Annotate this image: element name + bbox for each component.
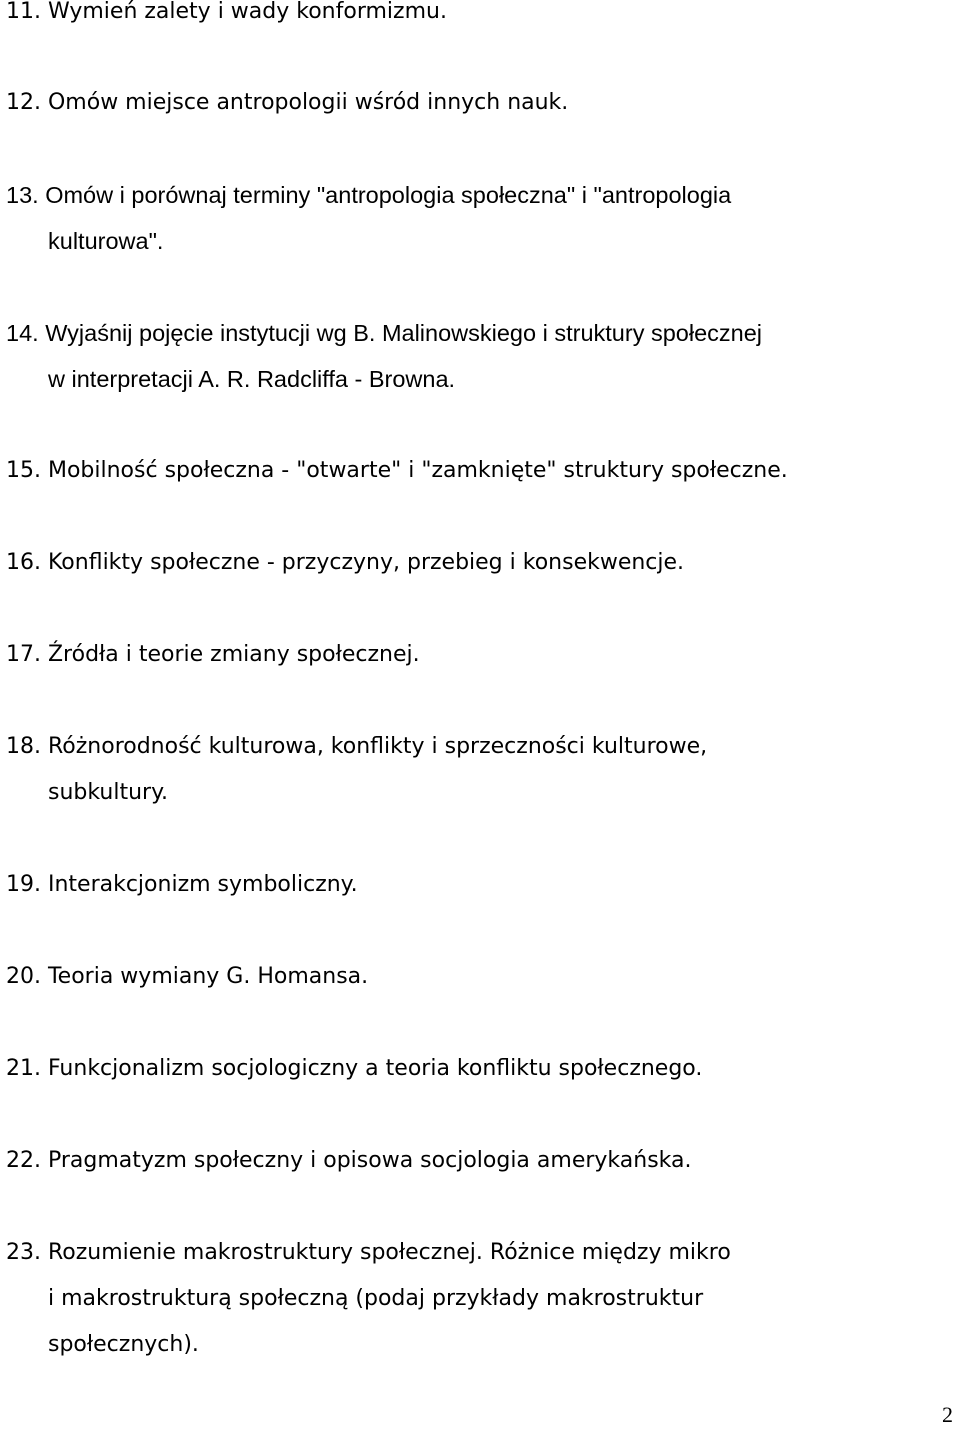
- list-item: [6, 80, 946, 126]
- item-line-continuation: kulturowa".: [48, 228, 164, 254]
- item-line: 13. Omów i porównaj terminy "antropologia społeczna" i "antropologia: [6, 182, 732, 208]
- list-item: [6, 448, 946, 494]
- item-line: 11. Wymień zalety i wady konformizmu.: [6, 0, 447, 24]
- item-line: 17. Źródła i teorie zmiany społecznej.: [6, 642, 420, 667]
- page-number: 2: [942, 1402, 953, 1427]
- list-item: [6, 310, 946, 402]
- list-item: [6, 862, 946, 908]
- list-item: [6, 1138, 946, 1184]
- item-line: 22. Pragmatyzm społeczny i opisowa socjologia amerykańska.: [6, 1148, 692, 1173]
- item-line: 12. Omów miejsce antropologii wśród innych nauk.: [6, 90, 569, 115]
- item-line: 19. Interakcjonizm symboliczny.: [6, 872, 358, 897]
- item-line-continuation: w interpretacji A. R. Radcliffa - Browna.: [48, 366, 456, 392]
- list-item: [6, 1230, 946, 1368]
- item-line: 15. Mobilność społeczna - "otwarte" i "zamknięte" struktury społeczne.: [6, 458, 788, 483]
- list-item: [6, 724, 946, 816]
- item-line-continuation: społecznych).: [48, 1332, 199, 1357]
- item-line: 21. Funkcjonalizm socjologiczny a teoria konfliktu społecznego.: [6, 1056, 703, 1081]
- list-item: [6, 1046, 946, 1092]
- item-line-continuation: subkultury.: [48, 780, 168, 805]
- list-item: [6, 172, 946, 264]
- item-line-continuation: i makrostrukturą społeczną (podaj przykłady makrostruktur: [48, 1286, 704, 1311]
- list-item: [6, 0, 946, 35]
- item-line: 18. Różnorodność kulturowa, konflikty i sprzeczności kulturowe,: [6, 734, 708, 759]
- item-line: 20. Teoria wymiany G. Homansa.: [6, 964, 369, 989]
- item-line: 16. Konflikty społeczne - przyczyny, przebieg i konsekwencje.: [6, 550, 685, 575]
- list-item: [6, 632, 946, 678]
- list-item: [6, 540, 946, 586]
- item-line: 14. Wyjaśnij pojęcie instytucji wg B. Malinowskiego i struktury społecznej: [6, 320, 763, 346]
- item-line: 23. Rozumienie makrostruktury społecznej. Różnice między mikro: [6, 1240, 731, 1265]
- list-item: [6, 954, 946, 1000]
